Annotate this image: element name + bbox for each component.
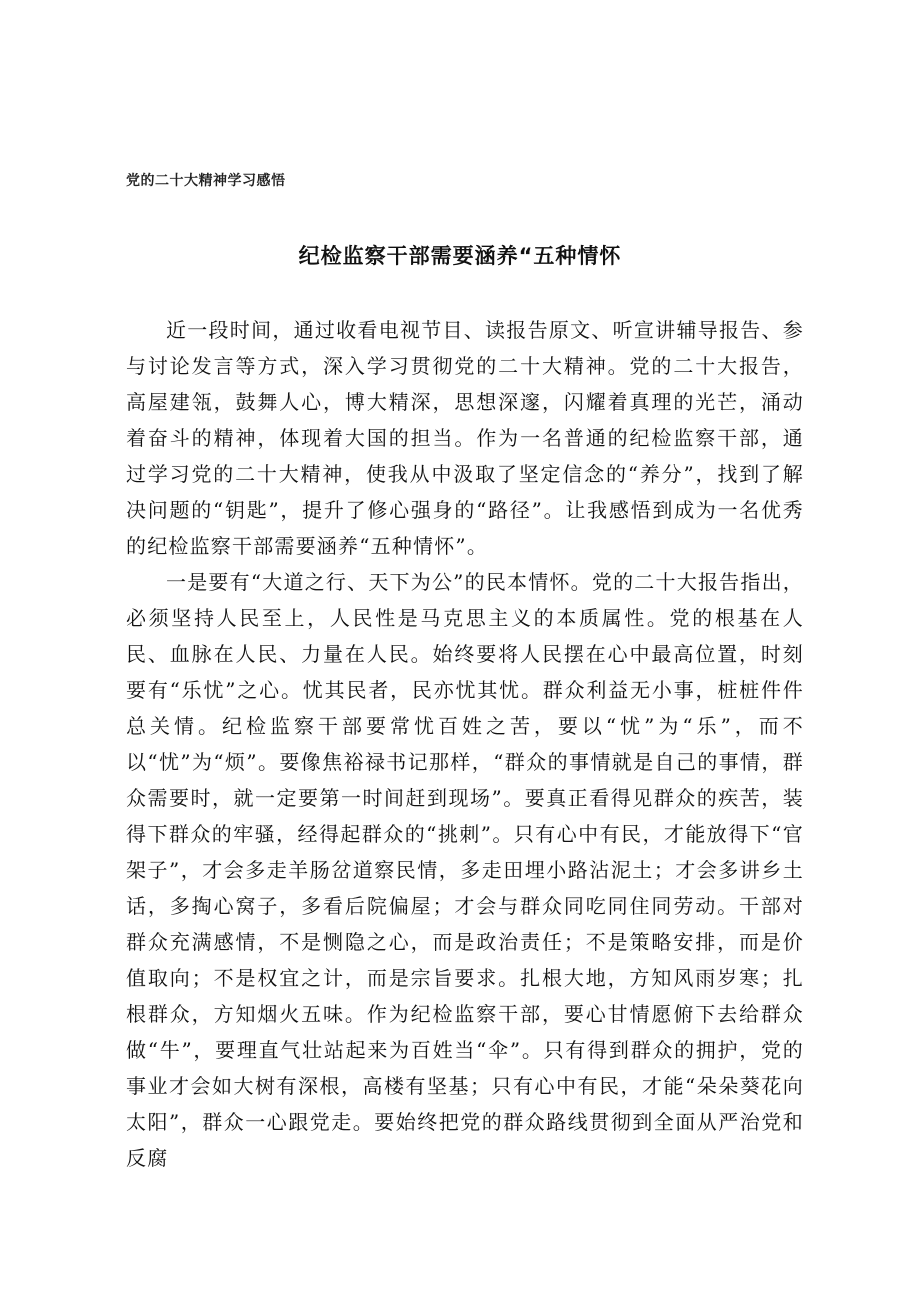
- paragraph: 一是要有“大道之行、天下为公”的民本情怀。党的二十大报告指出，必须坚持人民至上，人民性是马克思主义的本质属性。党的根基在人民、血脉在人民、力量在人民。始终要将人民摆在心中最高位置，时刻要有“乐忧”之心。忧其民者，民亦忧其忧。群众利益无小事，桩桩件件总关情。纪检监察干部要常忧百姓之苦，要以“忧”为“乐”，而不以“忧”为“烦”。要像焦裕禄书记那样，“群众的事情就是自己的事情，群众需要时，就一定要第一时间赶到现场”。要真正看得见群众的疾苦，装得下群众的牢骚，经得起群众的“挑刺”。只有心中有民，才能放得下“官架子”，才会多走羊肠岔道察民情，多走田埋小路沾泥土；才会多讲乡土话，多掏心窝子，多看后院偏屋；才会与群众同吃同住同劳动。干部对群众充满感情，不是恻隐之心，而是政治责任；不是策略安排，而是价值取向；不是权宜之计，而是宗旨要求。扎根大地，方知风雨岁寒；扎根群众，方知烟火五味。作为纪检监察干部，要心甘情愿俯下去给群众做“牛”，要理直气壮站起来为百姓当“伞”。只有得到群众的拥护，党的事业才会如大树有深根，高楼有坚基；只有心中有民，才能“朵朵葵花向太阳”，群众一心跟党走。要始终把党的群众路线贯彻到全面从严治党和反腐: [126, 570, 804, 1170]
- header-label: 党的二十大精神学习感悟: [126, 173, 286, 189]
- document-title: 纪检监察干部需要涵养“五种情怀: [298, 244, 622, 268]
- paragraph: 近一段时间，通过收看电视节目、读报告原文、听宣讲辅导报告、参与讨论发言等方式，深入学习贯彻党的二十大精神。党的二十大报告，高屋建瓴，鼓舞人心，博大精深，思想深邃，闪耀着真理的光芒，涌动着奋斗的精神，体现着大国的担当。作为一名普通的纪检监察干部，通过学习党的二十大精神，使我从中汲取了坚定信念的“养分”，找到了解决问题的“钥匙”，提升了修心强身的“路径”。让我感悟到成为一名优秀的纪检监察干部需要涵养“五种情怀”。: [126, 318, 804, 558]
- document-body: [126, 312, 804, 1176]
